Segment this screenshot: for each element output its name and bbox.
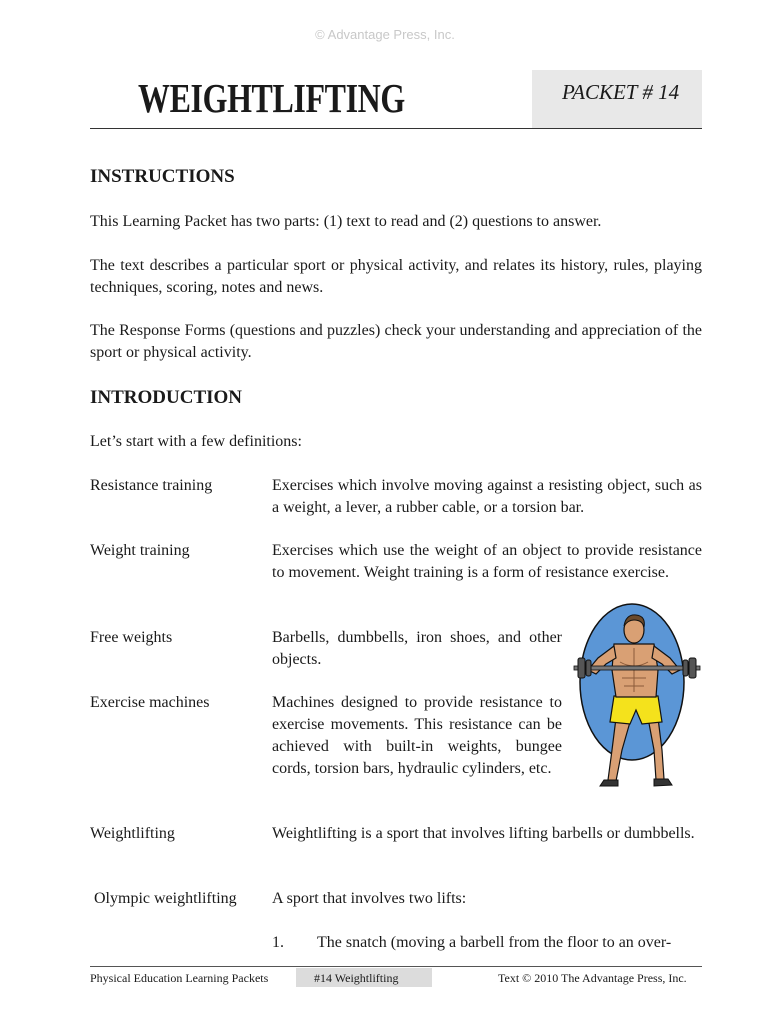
instructions-paragraph-3: The Response Forms (questions and puzzles) check your understanding and appreciation of the sport or physical activity. <box>90 322 702 361</box>
instructions-paragraph-1: This Learning Packet has two parts: (1) text to read and (2) questions to answer. <box>90 213 602 230</box>
watermark: © Advantage Press, Inc. <box>315 27 455 42</box>
definition-term: Free weights <box>90 629 173 646</box>
header-rule <box>90 128 702 129</box>
definition-text: Weightlifting is a sport that involves lifting barbells or dumbbells. <box>272 825 695 842</box>
weightlifter-illustration <box>570 600 705 795</box>
instructions-paragraph-2: The text describes a particular sport or physical activity, and relates its history, rules, playing techniques, scoring, notes and news. <box>90 257 702 296</box>
list-item-text: The snatch (moving a barbell from the floor to an over- <box>317 934 672 951</box>
definition-text: Exercises which use the weight of an object to provide resistance to movement. Weight training is a form of resistance exercise. <box>272 542 702 581</box>
definition-term: Resistance training <box>90 477 213 494</box>
barbell-plate <box>689 658 696 678</box>
definition-term: Olympic weightlifting <box>94 890 237 907</box>
footer-right: Text © 2010 The Advantage Press, Inc. <box>498 971 687 985</box>
footer-rule <box>90 966 702 967</box>
barbell-plate <box>586 660 591 676</box>
introduction-lead: Let’s start with a few definitions: <box>90 433 302 450</box>
definition-term: Weight training <box>90 542 190 559</box>
list-item-number: 1. <box>272 934 284 951</box>
definition-text: A sport that involves two lifts: <box>272 890 467 907</box>
footer-middle: #14 Weightlifting <box>314 971 399 985</box>
barbell-plate <box>683 660 688 676</box>
footer-left: Physical Education Learning Packets <box>90 971 269 985</box>
definition-text: Machines designed to provide resistance to exercise movements. This resistance can be achieved with built-in weights, bungee cords, torsion bars, hydraulic cylinders, etc. <box>272 694 562 777</box>
definition-text: Barbells, dumbbells, iron shoes, and other objects. <box>272 629 562 668</box>
definition-text: Exercises which involve moving against a resisting object, such as a weight, a lever, a rubber cable, or a torsion bar. <box>272 477 702 516</box>
definition-term: Weightlifting <box>90 825 175 842</box>
packet-label: PACKET # 14 <box>562 80 680 104</box>
instructions-heading: INSTRUCTIONS <box>90 166 235 187</box>
introduction-heading: INTRODUCTION <box>90 387 243 408</box>
page-title: WEIGHTLIFTING <box>138 75 405 121</box>
barbell-bar <box>574 666 700 670</box>
definition-term: Exercise machines <box>90 694 210 711</box>
barbell-plate <box>578 658 585 678</box>
